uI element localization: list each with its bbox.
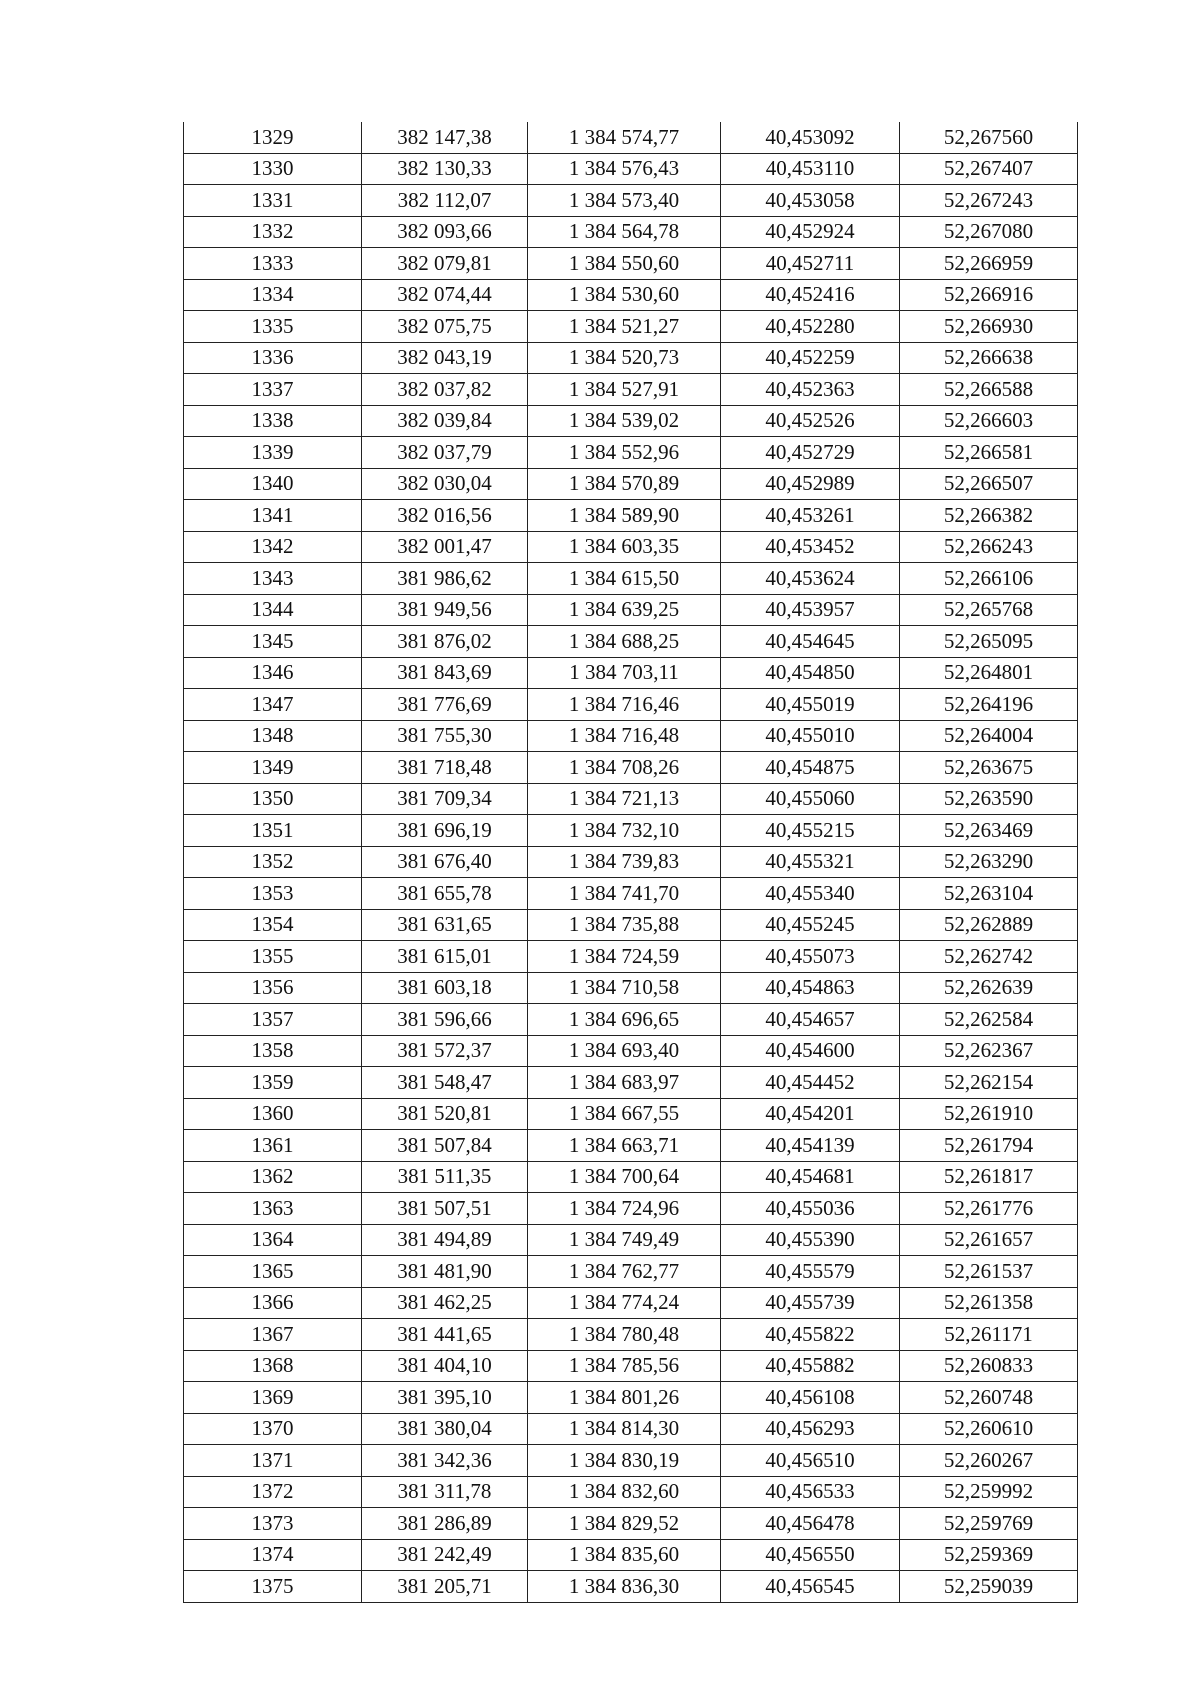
x-coordinate-cell: 381 441,65	[362, 1319, 528, 1351]
table-row	[184, 216, 1078, 248]
longitude-cell: 40,456533	[721, 1476, 900, 1508]
longitude-cell: 40,452416	[721, 279, 900, 311]
latitude-cell: 52,261657	[900, 1224, 1078, 1256]
longitude-cell: 40,456108	[721, 1382, 900, 1414]
y-coordinate-cell: 1 384 603,35	[528, 531, 721, 563]
x-coordinate-cell: 381 596,66	[362, 1004, 528, 1036]
longitude-cell: 40,455073	[721, 941, 900, 973]
longitude-cell: 40,454863	[721, 972, 900, 1004]
table-row	[184, 1004, 1078, 1036]
x-coordinate-cell: 381 380,04	[362, 1413, 528, 1445]
y-coordinate-cell: 1 384 801,26	[528, 1382, 721, 1414]
table-row	[184, 1224, 1078, 1256]
y-coordinate-cell: 1 384 749,49	[528, 1224, 721, 1256]
x-coordinate-cell: 381 507,84	[362, 1130, 528, 1162]
latitude-cell: 52,266507	[900, 468, 1078, 500]
longitude-cell: 40,453624	[721, 563, 900, 595]
longitude-cell: 40,452729	[721, 437, 900, 469]
point-number-cell: 1346	[184, 657, 362, 689]
x-coordinate-cell: 381 709,34	[362, 783, 528, 815]
point-number-cell: 1359	[184, 1067, 362, 1099]
x-coordinate-cell: 381 404,10	[362, 1350, 528, 1382]
latitude-cell: 52,267560	[900, 122, 1078, 153]
table-row	[184, 1508, 1078, 1540]
longitude-cell: 40,454657	[721, 1004, 900, 1036]
longitude-cell: 40,455321	[721, 846, 900, 878]
longitude-cell: 40,454875	[721, 752, 900, 784]
longitude-cell: 40,453452	[721, 531, 900, 563]
y-coordinate-cell: 1 384 574,77	[528, 122, 721, 153]
table-row	[184, 815, 1078, 847]
y-coordinate-cell: 1 384 615,50	[528, 563, 721, 595]
point-number-cell: 1333	[184, 248, 362, 280]
point-number-cell: 1369	[184, 1382, 362, 1414]
latitude-cell: 52,259369	[900, 1539, 1078, 1571]
longitude-cell: 40,452711	[721, 248, 900, 280]
y-coordinate-cell: 1 384 785,56	[528, 1350, 721, 1382]
table-row	[184, 1161, 1078, 1193]
point-number-cell: 1360	[184, 1098, 362, 1130]
table-row	[184, 122, 1078, 153]
y-coordinate-cell: 1 384 663,71	[528, 1130, 721, 1162]
x-coordinate-cell: 382 112,07	[362, 185, 528, 217]
y-coordinate-cell: 1 384 667,55	[528, 1098, 721, 1130]
y-coordinate-cell: 1 384 830,19	[528, 1445, 721, 1477]
table-row	[184, 311, 1078, 343]
y-coordinate-cell: 1 384 724,59	[528, 941, 721, 973]
latitude-cell: 52,262367	[900, 1035, 1078, 1067]
latitude-cell: 52,266382	[900, 500, 1078, 532]
table-row	[184, 1130, 1078, 1162]
x-coordinate-cell: 381 242,49	[362, 1539, 528, 1571]
point-number-cell: 1363	[184, 1193, 362, 1225]
x-coordinate-cell: 382 075,75	[362, 311, 528, 343]
longitude-cell: 40,455060	[721, 783, 900, 815]
table-row	[184, 1256, 1078, 1288]
y-coordinate-cell: 1 384 521,27	[528, 311, 721, 343]
longitude-cell: 40,455215	[721, 815, 900, 847]
table-row	[184, 1571, 1078, 1603]
table-row	[184, 594, 1078, 626]
y-coordinate-cell: 1 384 829,52	[528, 1508, 721, 1540]
y-coordinate-cell: 1 384 724,96	[528, 1193, 721, 1225]
x-coordinate-cell: 381 676,40	[362, 846, 528, 878]
point-number-cell: 1338	[184, 405, 362, 437]
y-coordinate-cell: 1 384 527,91	[528, 374, 721, 406]
y-coordinate-cell: 1 384 732,10	[528, 815, 721, 847]
longitude-cell: 40,455739	[721, 1287, 900, 1319]
longitude-cell: 40,453092	[721, 122, 900, 153]
point-number-cell: 1348	[184, 720, 362, 752]
point-number-cell: 1371	[184, 1445, 362, 1477]
point-number-cell: 1344	[184, 594, 362, 626]
longitude-cell: 40,452363	[721, 374, 900, 406]
point-number-cell: 1352	[184, 846, 362, 878]
table-row	[184, 1382, 1078, 1414]
point-number-cell: 1329	[184, 122, 362, 153]
table-row	[184, 846, 1078, 878]
y-coordinate-cell: 1 384 708,26	[528, 752, 721, 784]
longitude-cell: 40,452924	[721, 216, 900, 248]
point-number-cell: 1345	[184, 626, 362, 658]
latitude-cell: 52,264196	[900, 689, 1078, 721]
x-coordinate-cell: 381 205,71	[362, 1571, 528, 1603]
point-number-cell: 1341	[184, 500, 362, 532]
latitude-cell: 52,264801	[900, 657, 1078, 689]
table-row	[184, 1539, 1078, 1571]
latitude-cell: 52,259992	[900, 1476, 1078, 1508]
longitude-cell: 40,453957	[721, 594, 900, 626]
point-number-cell: 1366	[184, 1287, 362, 1319]
x-coordinate-cell: 381 342,36	[362, 1445, 528, 1477]
latitude-cell: 52,263104	[900, 878, 1078, 910]
latitude-cell: 52,264004	[900, 720, 1078, 752]
x-coordinate-cell: 381 481,90	[362, 1256, 528, 1288]
latitude-cell: 52,262639	[900, 972, 1078, 1004]
x-coordinate-cell: 381 655,78	[362, 878, 528, 910]
point-number-cell: 1332	[184, 216, 362, 248]
point-number-cell: 1354	[184, 909, 362, 941]
y-coordinate-cell: 1 384 700,64	[528, 1161, 721, 1193]
latitude-cell: 52,266581	[900, 437, 1078, 469]
longitude-cell: 40,452526	[721, 405, 900, 437]
x-coordinate-cell: 381 395,10	[362, 1382, 528, 1414]
longitude-cell: 40,454681	[721, 1161, 900, 1193]
table-row	[184, 153, 1078, 185]
y-coordinate-cell: 1 384 735,88	[528, 909, 721, 941]
x-coordinate-cell: 382 130,33	[362, 153, 528, 185]
latitude-cell: 52,261537	[900, 1256, 1078, 1288]
table-row	[184, 1098, 1078, 1130]
longitude-cell: 40,454645	[721, 626, 900, 658]
latitude-cell: 52,261358	[900, 1287, 1078, 1319]
longitude-cell: 40,455579	[721, 1256, 900, 1288]
y-coordinate-cell: 1 384 576,43	[528, 153, 721, 185]
point-number-cell: 1373	[184, 1508, 362, 1540]
table-row	[184, 279, 1078, 311]
x-coordinate-cell: 382 016,56	[362, 500, 528, 532]
point-number-cell: 1364	[184, 1224, 362, 1256]
point-number-cell: 1335	[184, 311, 362, 343]
longitude-cell: 40,454201	[721, 1098, 900, 1130]
longitude-cell: 40,454139	[721, 1130, 900, 1162]
y-coordinate-cell: 1 384 832,60	[528, 1476, 721, 1508]
latitude-cell: 52,267080	[900, 216, 1078, 248]
table-row	[184, 342, 1078, 374]
latitude-cell: 52,261171	[900, 1319, 1078, 1351]
latitude-cell: 52,262742	[900, 941, 1078, 973]
longitude-cell: 40,456545	[721, 1571, 900, 1603]
y-coordinate-cell: 1 384 520,73	[528, 342, 721, 374]
latitude-cell: 52,266930	[900, 311, 1078, 343]
y-coordinate-cell: 1 384 780,48	[528, 1319, 721, 1351]
point-number-cell: 1355	[184, 941, 362, 973]
y-coordinate-cell: 1 384 716,46	[528, 689, 721, 721]
x-coordinate-cell: 382 037,82	[362, 374, 528, 406]
point-number-cell: 1370	[184, 1413, 362, 1445]
x-coordinate-cell: 381 986,62	[362, 563, 528, 595]
point-number-cell: 1351	[184, 815, 362, 847]
x-coordinate-cell: 381 507,51	[362, 1193, 528, 1225]
point-number-cell: 1336	[184, 342, 362, 374]
longitude-cell: 40,454452	[721, 1067, 900, 1099]
y-coordinate-cell: 1 384 814,30	[528, 1413, 721, 1445]
point-number-cell: 1347	[184, 689, 362, 721]
x-coordinate-cell: 382 079,81	[362, 248, 528, 280]
y-coordinate-cell: 1 384 570,89	[528, 468, 721, 500]
table-row	[184, 1193, 1078, 1225]
point-number-cell: 1337	[184, 374, 362, 406]
x-coordinate-cell: 381 548,47	[362, 1067, 528, 1099]
latitude-cell: 52,263675	[900, 752, 1078, 784]
y-coordinate-cell: 1 384 589,90	[528, 500, 721, 532]
table-row	[184, 783, 1078, 815]
latitude-cell: 52,260748	[900, 1382, 1078, 1414]
latitude-cell: 52,266916	[900, 279, 1078, 311]
x-coordinate-cell: 382 001,47	[362, 531, 528, 563]
y-coordinate-cell: 1 384 683,97	[528, 1067, 721, 1099]
latitude-cell: 52,261817	[900, 1161, 1078, 1193]
table-row	[184, 972, 1078, 1004]
table-row	[184, 500, 1078, 532]
point-number-cell: 1368	[184, 1350, 362, 1382]
y-coordinate-cell: 1 384 774,24	[528, 1287, 721, 1319]
longitude-cell: 40,453110	[721, 153, 900, 185]
x-coordinate-cell: 382 037,79	[362, 437, 528, 469]
table-row	[184, 1476, 1078, 1508]
longitude-cell: 40,453261	[721, 500, 900, 532]
point-number-cell: 1357	[184, 1004, 362, 1036]
y-coordinate-cell: 1 384 762,77	[528, 1256, 721, 1288]
longitude-cell: 40,452280	[721, 311, 900, 343]
y-coordinate-cell: 1 384 710,58	[528, 972, 721, 1004]
longitude-cell: 40,455010	[721, 720, 900, 752]
table-row	[184, 437, 1078, 469]
table-row	[184, 657, 1078, 689]
table-row	[184, 1287, 1078, 1319]
latitude-cell: 52,261910	[900, 1098, 1078, 1130]
longitude-cell: 40,455340	[721, 878, 900, 910]
longitude-cell: 40,456293	[721, 1413, 900, 1445]
latitude-cell: 52,266106	[900, 563, 1078, 595]
point-number-cell: 1343	[184, 563, 362, 595]
longitude-cell: 40,455822	[721, 1319, 900, 1351]
x-coordinate-cell: 381 603,18	[362, 972, 528, 1004]
point-number-cell: 1362	[184, 1161, 362, 1193]
point-number-cell: 1365	[184, 1256, 362, 1288]
latitude-cell: 52,267243	[900, 185, 1078, 217]
y-coordinate-cell: 1 384 741,70	[528, 878, 721, 910]
x-coordinate-cell: 381 843,69	[362, 657, 528, 689]
y-coordinate-cell: 1 384 639,25	[528, 594, 721, 626]
coordinates-table-body	[184, 122, 1078, 1602]
latitude-cell: 52,263590	[900, 783, 1078, 815]
table-row	[184, 1319, 1078, 1351]
y-coordinate-cell: 1 384 573,40	[528, 185, 721, 217]
x-coordinate-cell: 382 043,19	[362, 342, 528, 374]
y-coordinate-cell: 1 384 688,25	[528, 626, 721, 658]
point-number-cell: 1340	[184, 468, 362, 500]
x-coordinate-cell: 381 631,65	[362, 909, 528, 941]
table-row	[184, 531, 1078, 563]
table-row	[184, 1413, 1078, 1445]
table-row	[184, 563, 1078, 595]
table-row	[184, 941, 1078, 973]
y-coordinate-cell: 1 384 721,13	[528, 783, 721, 815]
x-coordinate-cell: 381 776,69	[362, 689, 528, 721]
longitude-cell: 40,455036	[721, 1193, 900, 1225]
y-coordinate-cell: 1 384 552,96	[528, 437, 721, 469]
y-coordinate-cell: 1 384 550,60	[528, 248, 721, 280]
latitude-cell: 52,266603	[900, 405, 1078, 437]
latitude-cell: 52,259039	[900, 1571, 1078, 1603]
point-number-cell: 1350	[184, 783, 362, 815]
table-row	[184, 248, 1078, 280]
y-coordinate-cell: 1 384 530,60	[528, 279, 721, 311]
latitude-cell: 52,263469	[900, 815, 1078, 847]
x-coordinate-cell: 382 093,66	[362, 216, 528, 248]
x-coordinate-cell: 381 462,25	[362, 1287, 528, 1319]
x-coordinate-cell: 381 520,81	[362, 1098, 528, 1130]
point-number-cell: 1353	[184, 878, 362, 910]
table-row	[184, 1350, 1078, 1382]
x-coordinate-cell: 381 755,30	[362, 720, 528, 752]
longitude-cell: 40,455245	[721, 909, 900, 941]
x-coordinate-cell: 382 039,84	[362, 405, 528, 437]
table-row	[184, 405, 1078, 437]
latitude-cell: 52,265095	[900, 626, 1078, 658]
y-coordinate-cell: 1 384 696,65	[528, 1004, 721, 1036]
x-coordinate-cell: 382 074,44	[362, 279, 528, 311]
longitude-cell: 40,454600	[721, 1035, 900, 1067]
latitude-cell: 52,262889	[900, 909, 1078, 941]
longitude-cell: 40,452989	[721, 468, 900, 500]
x-coordinate-cell: 381 718,48	[362, 752, 528, 784]
y-coordinate-cell: 1 384 564,78	[528, 216, 721, 248]
latitude-cell: 52,263290	[900, 846, 1078, 878]
x-coordinate-cell: 381 949,56	[362, 594, 528, 626]
longitude-cell: 40,456478	[721, 1508, 900, 1540]
point-number-cell: 1331	[184, 185, 362, 217]
table-row	[184, 752, 1078, 784]
y-coordinate-cell: 1 384 835,60	[528, 1539, 721, 1571]
latitude-cell: 52,265768	[900, 594, 1078, 626]
longitude-cell: 40,456510	[721, 1445, 900, 1477]
point-number-cell: 1375	[184, 1571, 362, 1603]
x-coordinate-cell: 381 511,35	[362, 1161, 528, 1193]
y-coordinate-cell: 1 384 716,48	[528, 720, 721, 752]
longitude-cell: 40,452259	[721, 342, 900, 374]
point-number-cell: 1330	[184, 153, 362, 185]
table-row	[184, 878, 1078, 910]
x-coordinate-cell: 381 494,89	[362, 1224, 528, 1256]
point-number-cell: 1358	[184, 1035, 362, 1067]
x-coordinate-cell: 382 147,38	[362, 122, 528, 153]
point-number-cell: 1374	[184, 1539, 362, 1571]
coordinates-table	[183, 122, 1078, 1603]
latitude-cell: 52,266638	[900, 342, 1078, 374]
latitude-cell: 52,260610	[900, 1413, 1078, 1445]
x-coordinate-cell: 382 030,04	[362, 468, 528, 500]
table-row	[184, 1035, 1078, 1067]
latitude-cell: 52,266959	[900, 248, 1078, 280]
latitude-cell: 52,267407	[900, 153, 1078, 185]
x-coordinate-cell: 381 696,19	[362, 815, 528, 847]
x-coordinate-cell: 381 572,37	[362, 1035, 528, 1067]
table-row	[184, 720, 1078, 752]
longitude-cell: 40,453058	[721, 185, 900, 217]
table-row	[184, 468, 1078, 500]
table-row	[184, 1445, 1078, 1477]
x-coordinate-cell: 381 286,89	[362, 1508, 528, 1540]
point-number-cell: 1356	[184, 972, 362, 1004]
x-coordinate-cell: 381 876,02	[362, 626, 528, 658]
point-number-cell: 1367	[184, 1319, 362, 1351]
latitude-cell: 52,261794	[900, 1130, 1078, 1162]
longitude-cell: 40,455019	[721, 689, 900, 721]
longitude-cell: 40,455390	[721, 1224, 900, 1256]
latitude-cell: 52,262154	[900, 1067, 1078, 1099]
latitude-cell: 52,261776	[900, 1193, 1078, 1225]
table-row	[184, 374, 1078, 406]
table-row	[184, 626, 1078, 658]
latitude-cell: 52,266588	[900, 374, 1078, 406]
point-number-cell: 1339	[184, 437, 362, 469]
longitude-cell: 40,454850	[721, 657, 900, 689]
point-number-cell: 1349	[184, 752, 362, 784]
latitude-cell: 52,260833	[900, 1350, 1078, 1382]
x-coordinate-cell: 381 311,78	[362, 1476, 528, 1508]
table-row	[184, 1067, 1078, 1099]
point-number-cell: 1361	[184, 1130, 362, 1162]
point-number-cell: 1342	[184, 531, 362, 563]
table-row	[184, 185, 1078, 217]
table-row	[184, 689, 1078, 721]
latitude-cell: 52,266243	[900, 531, 1078, 563]
y-coordinate-cell: 1 384 693,40	[528, 1035, 721, 1067]
y-coordinate-cell: 1 384 739,83	[528, 846, 721, 878]
latitude-cell: 52,260267	[900, 1445, 1078, 1477]
y-coordinate-cell: 1 384 703,11	[528, 657, 721, 689]
latitude-cell: 52,262584	[900, 1004, 1078, 1036]
point-number-cell: 1334	[184, 279, 362, 311]
longitude-cell: 40,455882	[721, 1350, 900, 1382]
point-number-cell: 1372	[184, 1476, 362, 1508]
y-coordinate-cell: 1 384 539,02	[528, 405, 721, 437]
longitude-cell: 40,456550	[721, 1539, 900, 1571]
latitude-cell: 52,259769	[900, 1508, 1078, 1540]
y-coordinate-cell: 1 384 836,30	[528, 1571, 721, 1603]
x-coordinate-cell: 381 615,01	[362, 941, 528, 973]
table-row	[184, 909, 1078, 941]
